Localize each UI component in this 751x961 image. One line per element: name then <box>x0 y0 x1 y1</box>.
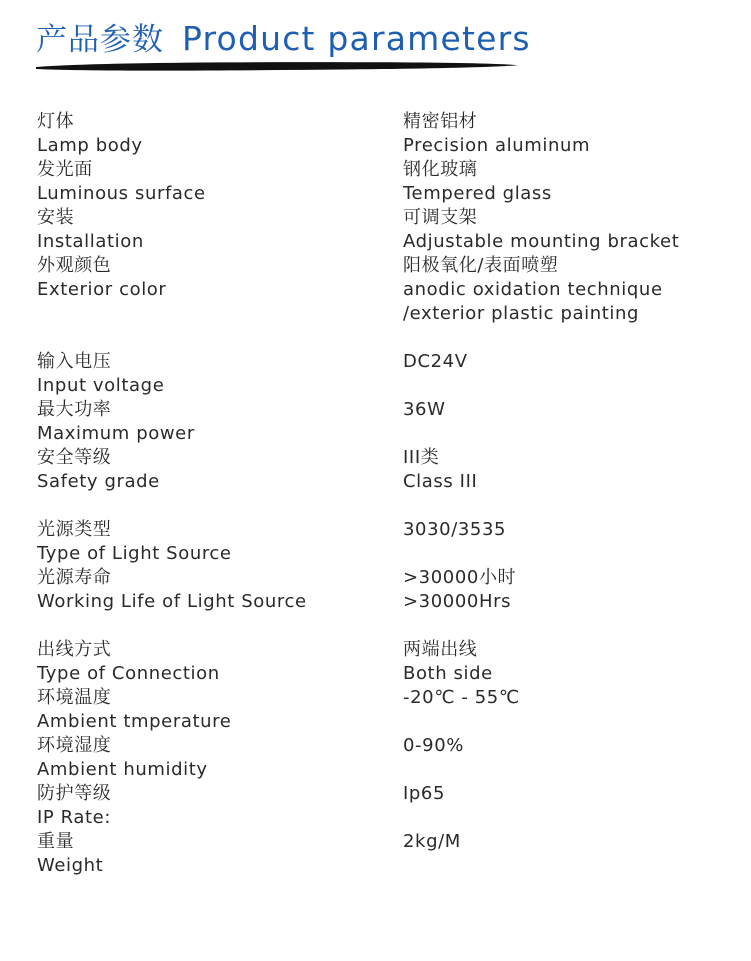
spec-value <box>403 350 727 374</box>
spec-row <box>37 446 727 494</box>
spec-label-chinese: 环境湿度 <box>37 735 112 756</box>
spec-row <box>37 518 727 566</box>
page-title-chinese: 产品参数 <box>36 22 164 58</box>
spec-label <box>37 638 403 686</box>
spec-value-line: -20℃ - 55℃ <box>403 687 520 708</box>
brush-underline <box>34 60 520 74</box>
spec-label <box>37 206 403 254</box>
spec-value-line: 2kg/M <box>403 831 461 852</box>
spec-label <box>37 782 403 830</box>
spec-label-chinese: 光源类型 <box>37 519 112 540</box>
spec-value <box>403 566 727 614</box>
spec-value <box>403 446 727 494</box>
spec-value-line: 两端出线 <box>403 639 478 660</box>
spec-row <box>37 686 727 734</box>
spec-value-line: 0-90% <box>403 735 464 756</box>
spec-value-line: 可调支架 <box>403 207 478 228</box>
spec-label-chinese: 光源寿命 <box>37 567 112 588</box>
spec-value <box>403 158 727 206</box>
spec-label-english: Installation <box>37 231 144 252</box>
spec-label-chinese: 外观颜色 <box>37 255 112 276</box>
spec-value <box>403 638 727 686</box>
spec-label <box>37 734 403 782</box>
spec-row <box>37 350 727 398</box>
spec-row <box>37 782 727 830</box>
spec-value-line: 3030/3535 <box>403 519 507 540</box>
spec-row <box>37 638 727 686</box>
spec-label-chinese: 重量 <box>37 831 75 852</box>
spec-value-line: >30000小时 <box>403 567 517 588</box>
spec-row <box>37 110 727 158</box>
page-header <box>36 14 531 64</box>
spec-label-chinese: 最大功率 <box>37 399 112 420</box>
spec-label-english: Exterior color <box>37 279 167 300</box>
spec-label-chinese: 输入电压 <box>37 351 112 372</box>
spec-group <box>37 638 727 878</box>
spec-row <box>37 566 727 614</box>
spec-row <box>37 830 727 878</box>
spec-row <box>37 254 727 326</box>
spec-value-line: Class III <box>403 471 478 492</box>
spec-label-english: Ambient humidity <box>37 759 208 780</box>
spec-label-chinese: 发光面 <box>37 159 93 180</box>
spec-label <box>37 566 403 614</box>
spec-value <box>403 782 727 806</box>
spec-label-english: IP Rate: <box>37 807 112 828</box>
spec-label <box>37 686 403 734</box>
spec-label-chinese: 安装 <box>37 207 75 228</box>
spec-label <box>37 158 403 206</box>
spec-value-line: III类 <box>403 447 440 468</box>
spec-value <box>403 254 727 326</box>
spec-value-line: DC24V <box>403 351 468 372</box>
spec-row <box>37 398 727 446</box>
spec-value-line: 阳极氧化/表面喷塑 <box>403 255 559 276</box>
spec-label-chinese: 环境温度 <box>37 687 112 708</box>
spec-label-english: Type of Connection <box>37 663 220 684</box>
spec-label-chinese: 出线方式 <box>37 639 112 660</box>
spec-label-english: Maximum power <box>37 423 195 444</box>
spec-value-line: 精密铝材 <box>403 111 478 132</box>
spec-row <box>37 206 727 254</box>
spec-row <box>37 734 727 782</box>
spec-label-english: Lamp body <box>37 135 143 156</box>
spec-label-english: Type of Light Source <box>37 543 232 564</box>
spec-group <box>37 350 727 494</box>
spec-value <box>403 686 727 710</box>
spec-value <box>403 830 727 854</box>
spec-value <box>403 734 727 758</box>
spec-value-line: >30000Hrs <box>403 591 512 612</box>
spec-label-english: Safety grade <box>37 471 160 492</box>
spec-value-line: Both side <box>403 663 493 684</box>
spec-value-line: 36W <box>403 399 446 420</box>
spec-label <box>37 350 403 398</box>
spec-label-english: Working Life of Light Source <box>37 591 307 612</box>
spec-label <box>37 110 403 158</box>
spec-value <box>403 206 727 254</box>
spec-value-line: Adjustable mounting bracket <box>403 231 680 252</box>
spec-label-chinese: 安全等级 <box>37 447 112 468</box>
page-title-english: Product parameters <box>182 19 531 58</box>
spec-value <box>403 518 727 542</box>
spec-group <box>37 518 727 614</box>
spec-label-english: Ambient tmperature <box>37 711 232 732</box>
spec-label <box>37 518 403 566</box>
spec-value-line: 钢化玻璃 <box>403 159 478 180</box>
spec-label <box>37 398 403 446</box>
spec-value-line: Precision aluminum <box>403 135 591 156</box>
spec-label <box>37 830 403 878</box>
spec-label-chinese: 灯体 <box>37 111 75 132</box>
spec-value <box>403 110 727 158</box>
spec-value-line: Ip65 <box>403 783 446 804</box>
spec-label-english: Luminous surface <box>37 183 206 204</box>
spec-list <box>37 110 727 902</box>
spec-value-line: /exterior plastic painting <box>403 303 640 324</box>
spec-group <box>37 110 727 326</box>
spec-value-line: anodic oxidation technique <box>403 279 663 300</box>
spec-value <box>403 398 727 422</box>
spec-label-english: Weight <box>37 855 104 876</box>
spec-value-line: Tempered glass <box>403 183 552 204</box>
spec-label <box>37 254 403 302</box>
spec-label-chinese: 防护等级 <box>37 783 112 804</box>
spec-label <box>37 446 403 494</box>
spec-row <box>37 158 727 206</box>
spec-label-english: Input voltage <box>37 375 165 396</box>
